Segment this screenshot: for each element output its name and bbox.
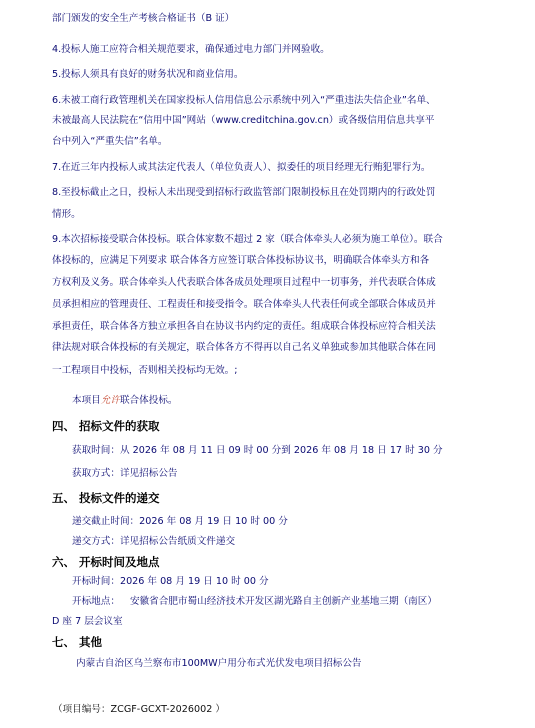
section-title-5: 五、 投标文件的递交 [52, 491, 160, 505]
consortium-allowed-text: 允许 [100, 395, 120, 406]
opening-time: 开标时间：2026 年 08 月 19 日 10 时 00 分 [72, 576, 269, 587]
text-line: 台中列入“严重失信”名单。 [52, 136, 168, 147]
text-line: 9.本次招标接受联合体投标。联合体家数不超过 2 家（联合体牵头人必须为施工单位）。联合 [52, 234, 443, 245]
section-title-7: 七、 其他 [52, 635, 103, 649]
text-line: 员承担相应的管理责任、工程责任和接受指令。联合体牵头人代表任何或全部联合体成员并 [52, 299, 436, 310]
text-line: 律法规对联合体投标的有关规定，联合体各方不得再以自己名义单独或参加其他联合体在同 [52, 342, 436, 353]
text-line: 部门颁发的安全生产考核合格证书（B 证） [52, 13, 235, 24]
text-line: 未被最高人民法院在“信用中国”网站（www.creditchina.gov.cn）或各级信用信息共享平 [52, 115, 435, 126]
text-line: 情形。 [52, 209, 81, 220]
consortium-note-prefix: 本项目 [72, 395, 101, 406]
opening-place-label: 开标地点： [72, 596, 120, 607]
other-info: 内蒙古自治区乌兰察布市100MW户用分布式光伏发电项目招标公告 [76, 658, 362, 669]
text-line: 承担责任，联合体各方独立承担各自在协议书内约定的责任。组成联合体投标应符合相关法 [52, 321, 436, 332]
text-line: 6.未被工商行政管理机关在国家投标人信用信息公示系统中列入“严重违法失信企业”名单、 [52, 95, 436, 106]
text-line: 4.投标人施工应符合相关规范要求，确保通过电力部门并网验收。 [52, 44, 330, 55]
text-line: 一工程项目中投标，否则相关投标均无效。; [52, 365, 238, 376]
submit-deadline: 递交截止时间：2026 年 08 月 19 日 10 时 00 分 [72, 516, 288, 527]
opening-place-continued: D 座 7 层会议室 [52, 616, 123, 627]
text-line: 8.至投标截止之日，投标人未出现受到招标行政监管部门限制投标且在处罚期内的行政处罚 [52, 187, 436, 198]
project-number: （项目编号：ZCGF-GCXT-2026002 ） [53, 704, 225, 715]
section-title-4: 四、 招标文件的获取 [52, 419, 160, 433]
acquire-time: 获取时间：从 2026 年 08 月 11 日 09 时 00 分到 2026 年 08 月 18 日 17 时 30 分 [72, 445, 443, 456]
acquire-method: 获取方式：详见招标公告 [72, 468, 178, 479]
text-line: 方权利及义务。联合体牵头人代表联合体各成员处理项目过程中一切事务，并代表联合体成 [52, 277, 436, 288]
opening-place-value: 安徽省合肥市蜀山经济技术开发区湖光路自主创新产业基地三期（南区） [129, 596, 437, 607]
opening-place [72, 595, 437, 608]
submit-method: 递交方式：详见招标公告纸质文件递交 [72, 536, 236, 547]
text-line: 5.投标人须具有良好的财务状况和商业信用。 [52, 69, 244, 80]
section-title-6: 六、 开标时间及地点 [52, 555, 160, 569]
consortium-note-suffix: 联合体投标。 [119, 395, 178, 406]
text-line: 7.在近三年内投标人或其法定代表人（单位负责人）、拟委任的项目经理无行贿犯罪行为。 [52, 162, 431, 173]
text-line: 体投标的，应满足下列要求 联合体各方应签订联合体投标协议书，明确联合体牵头方和各 [52, 255, 430, 266]
consortium-note [72, 394, 178, 407]
